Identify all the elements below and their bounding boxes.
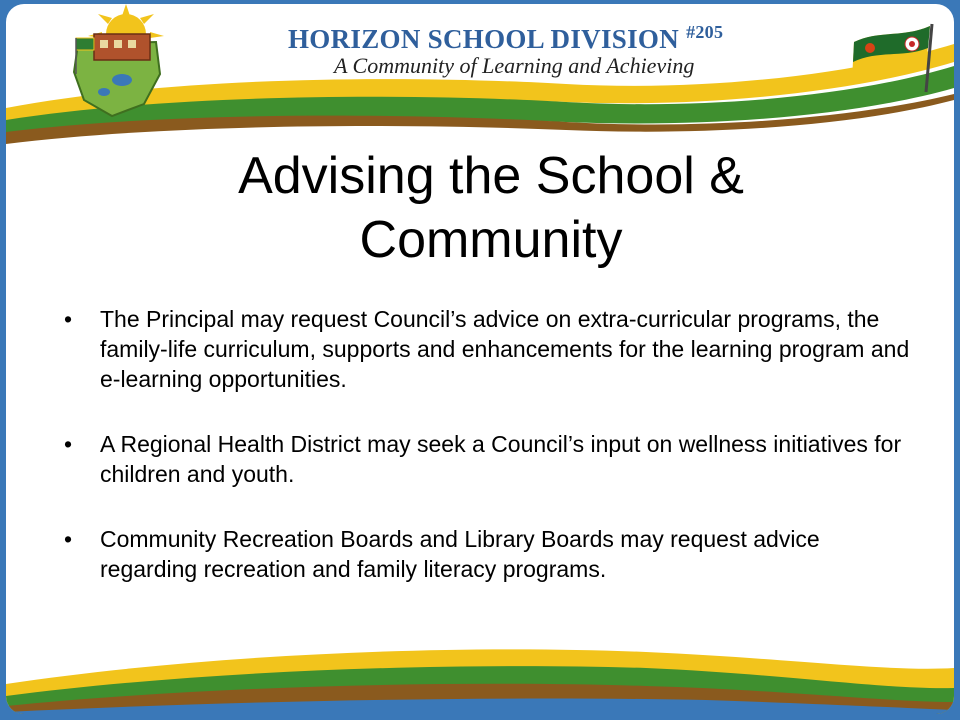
bullet-marker: • <box>64 526 73 552</box>
bullet-marker: • <box>64 306 73 332</box>
bullet-item <box>62 304 922 394</box>
saskatchewan-flag-icon <box>848 22 940 94</box>
org-name <box>288 22 723 55</box>
slide <box>6 4 954 714</box>
title-line-1: Advising the School & <box>238 147 744 205</box>
title-line-2: Community <box>359 211 623 269</box>
org-name-text: HORIZON SCHOOL DIVISION <box>288 24 679 54</box>
horizon-school-division-logo <box>64 4 174 124</box>
bullet-text: A Regional Health District may seek a Council’s input on wellness initiatives for children and youth. <box>100 431 902 487</box>
org-tagline: A Community of Learning and Achieving <box>334 53 695 78</box>
org-number: #205 <box>686 22 724 42</box>
slide-title <box>126 144 856 272</box>
bullet-text: Community Recreation Boards and Library Boards may request advice regarding recreation and family literacy programs. <box>100 526 820 582</box>
bullet-item <box>62 524 922 584</box>
bullet-text: The Principal may request Council’s advice on extra-curricular programs, the family-life curriculum, supports and enhancements for the learning program and e-learning opportunities. <box>100 306 910 392</box>
footer-swoosh <box>6 634 954 714</box>
bullet-list <box>62 304 922 619</box>
bullet-item <box>62 429 922 489</box>
bullet-marker: • <box>64 431 73 457</box>
